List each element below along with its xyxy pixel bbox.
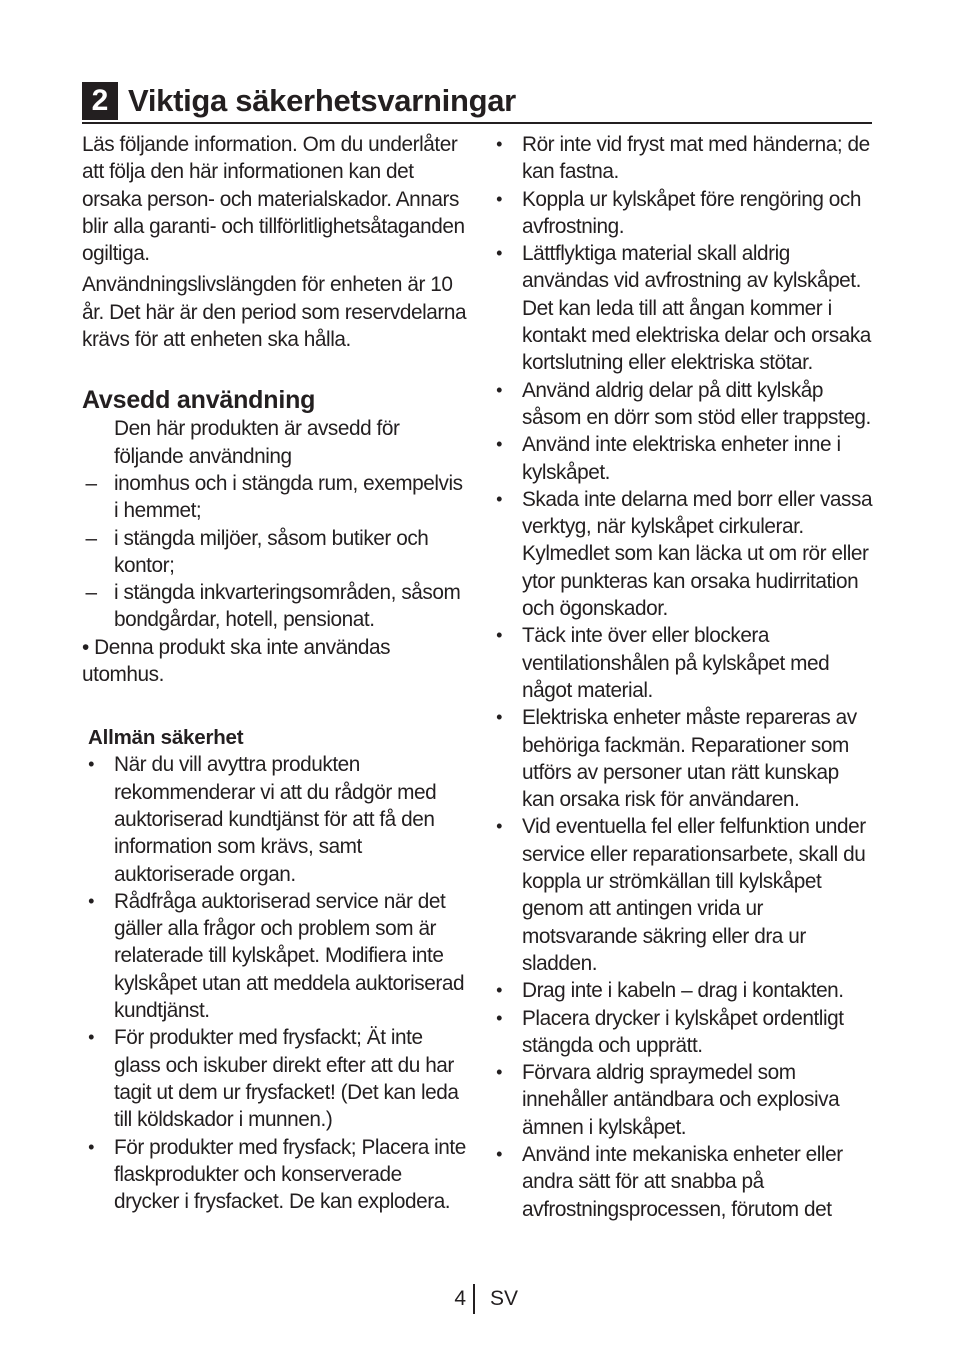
intended-use-lead: Den här produkten är avsedd för följande användning bbox=[114, 417, 400, 468]
list-item: • Skada inte delarna med borr eller vassa verktyg, när kylskåpet cirkulerar. Kylmedlet som kan läcka ut om rör eller ytor punkteras kan orsaka hudirritation och ögonskador. bbox=[490, 486, 875, 622]
list-item: • För produkter med frysfack; Placera inte flaskprodukter och konserverade drycker i frysfacket. De kan explodera. bbox=[82, 1134, 472, 1216]
section-header bbox=[82, 82, 872, 124]
list-item: – i stängda miljöer, såsom butiker och kontor; bbox=[82, 525, 472, 580]
bullet-marker: • bbox=[496, 188, 502, 209]
list-item: • Förvara aldrig spraymedel som innehåller antändbara och explosiva ämnen i kylskåpet. bbox=[490, 1059, 875, 1141]
intro-paragraph-1: Läs följande information. Om du underlåter att följa den här informationen kan det orsaka person- och materialskador. Annars blir alla garanti- och tillförlitlighetsåtaganden ogiltiga. bbox=[82, 133, 465, 266]
bullet-marker: • bbox=[496, 625, 502, 646]
dash-marker: – bbox=[85, 471, 97, 495]
list-item: • Drag inte i kabeln – drag i kontakten. bbox=[490, 977, 875, 1004]
bullet-marker: • bbox=[88, 890, 94, 911]
list-item: • Placera drycker i kylskåpet ordentligt stängda och upprätt. bbox=[490, 1005, 875, 1060]
list-item: • Rådfråga auktoriserad service när det gäller alla frågor och problem som är relaterade till kylskåpet. Modifiera inte kylskåpet utan att meddela auktoriserad kundtjänst. bbox=[82, 888, 472, 1024]
footer-divider bbox=[473, 1284, 475, 1314]
dash-marker: – bbox=[85, 526, 97, 550]
list-item: • Täck inte över eller blockera ventilationshålen på kylskåpet med något material. bbox=[490, 622, 875, 704]
list-item: – i stängda inkvarteringsområden, såsom bondgårdar, hotell, pensionat. bbox=[82, 579, 472, 634]
bullet-marker: • bbox=[496, 243, 502, 264]
bullet-marker: • bbox=[88, 1027, 94, 1048]
outdoor-note: • Denna produkt ska inte användas utomhus. bbox=[82, 635, 391, 687]
list-item: • När du vill avyttra produkten rekommenderar vi att du rådgör med auktoriserad kundtjänst för att få den information som krävs, samt auktoriserade organ. bbox=[82, 751, 472, 887]
dash-marker: – bbox=[85, 581, 97, 605]
bullet-marker: • bbox=[496, 707, 502, 728]
bullet-marker: • bbox=[496, 980, 502, 1001]
page-number: 4 bbox=[454, 1287, 466, 1310]
intended-use-list bbox=[82, 470, 472, 634]
bullet-marker: • bbox=[496, 1143, 502, 1164]
right-column bbox=[490, 131, 875, 1223]
bullet-marker: • bbox=[496, 379, 502, 400]
safety-list-continued bbox=[490, 131, 875, 1223]
list-item: • Använd aldrig delar på ditt kylskåp såsom en dörr som stöd eller trappsteg. bbox=[490, 377, 875, 432]
general-safety-list bbox=[82, 751, 472, 1215]
bullet-marker: • bbox=[496, 1062, 502, 1083]
list-item: • Elektriska enheter måste repareras av behöriga fackmän. Reparationer som utförs av personer utan rätt kunskap kan orsaka risk för användaren. bbox=[490, 704, 875, 813]
intended-use-heading: Avsedd användning bbox=[82, 386, 316, 415]
bullet-marker: • bbox=[496, 1007, 502, 1028]
bullet-marker: • bbox=[496, 488, 502, 509]
left-column bbox=[82, 131, 472, 1215]
bullet-marker: • bbox=[88, 754, 94, 775]
list-item: • Vid eventuella fel eller felfunktion under service eller reparationsarbete, skall du koppla ur strömkällan till kylskåpet genom att antingen vrida ur motsvarande säkring eller dra ur sladden. bbox=[490, 813, 875, 977]
list-item: – inomhus och i stängda rum, exempelvis i hemmet; bbox=[82, 470, 472, 525]
language-code: SV bbox=[490, 1287, 519, 1310]
intro-paragraph-2: Användningslivslängden för enheten är 10 år. Det här är den period som reservdelarna krävs för att enheten ska hålla. bbox=[82, 273, 467, 352]
list-item: • Använd inte mekaniska enheter eller andra sätt för att snabba på avfrostningsprocessen, förutom det bbox=[490, 1141, 875, 1223]
general-safety-heading: Allmän säkerhet bbox=[88, 726, 244, 750]
section-number: 2 bbox=[82, 82, 118, 120]
bullet-marker: • bbox=[88, 1136, 94, 1157]
bullet-marker: • bbox=[496, 134, 502, 154]
list-item: • Lättflyktiga material skall aldrig användas vid avfrostning av kylskåpet. Det kan leda till att ångan kommer i kontakt med elektriska delar och orsaka kortslutning eller elektriska stötar. bbox=[490, 240, 875, 376]
list-item: • Rör inte vid fryst mat med händerna; de kan fastna. bbox=[490, 131, 875, 186]
section-title: Viktiga säkerhetsvarningar bbox=[128, 83, 516, 118]
bullet-marker: • bbox=[496, 816, 502, 837]
list-item: • Använd inte elektriska enheter inne i kylskåpet. bbox=[490, 431, 875, 486]
bullet-marker: • bbox=[496, 434, 502, 455]
list-item: • Koppla ur kylskåpet före rengöring och avfrostning. bbox=[490, 186, 875, 241]
list-item: • För produkter med frysfackt; Ät inte glass och iskuber direkt efter att du har tagit ut dem ur frysfacket! (Det kan leda till köldskador i munnen.) bbox=[82, 1024, 472, 1133]
